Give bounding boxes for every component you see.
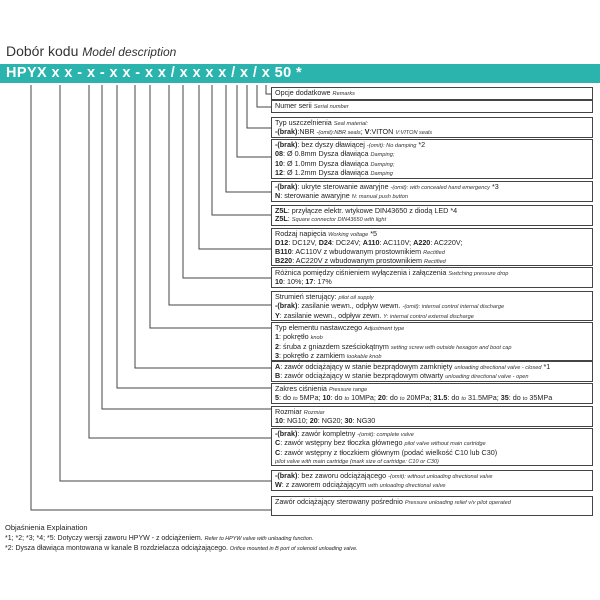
line-adjust: [150, 85, 271, 328]
text-run: : 10%;: [283, 277, 306, 287]
line-udir: [60, 85, 271, 481]
text-run: Switching pressure drop: [448, 271, 509, 277]
text-run: Rectified: [424, 259, 446, 266]
text-run: 20MPa;: [404, 393, 434, 403]
text-run: *3: [489, 182, 499, 191]
box-valve: [271, 428, 593, 466]
text-run: 3: [275, 351, 279, 361]
text-run: : Ø 1.0mm Dysza dławiąca: [283, 158, 371, 168]
line-prange: [117, 85, 271, 388]
box-connector-line: [275, 207, 589, 215]
line-size: [102, 85, 271, 409]
text-run: : zawór wstępny z tłoczkiem głównym (podać wielkość C10 lub C30): [280, 447, 498, 457]
text-run: -(omit):NBR seals: [316, 130, 361, 137]
box-prange-line: [275, 394, 589, 403]
text-run: B220: [275, 256, 293, 266]
text-run: Damping;: [370, 152, 395, 159]
text-run: 20: [309, 416, 318, 426]
text-run: Seal material:: [333, 121, 368, 127]
text-run: -(brak): [275, 140, 298, 149]
text-run: A: [275, 362, 281, 371]
box-emergency-line: [275, 192, 589, 201]
text-run: Adjustment type: [364, 326, 405, 332]
footnote-2: [5, 545, 358, 552]
box-connector-line: [275, 215, 589, 224]
text-run: 35MPa: [527, 393, 553, 403]
text-run: Pressure range: [328, 387, 368, 393]
text-run: Zawór odciążający sterowany pośrednio: [275, 497, 405, 506]
text-run: : z zaworem odciążającym: [281, 480, 369, 490]
box-udir-line: [275, 481, 589, 490]
text-run: -(omit): No damping: [366, 143, 417, 149]
text-run: to: [522, 396, 528, 403]
text-run: lookable knob: [346, 354, 382, 361]
text-run: 31.5MPa;: [466, 393, 501, 403]
text-run: : AC220V;: [430, 238, 463, 248]
line-valve: [89, 85, 271, 438]
box-seal-line: [275, 119, 589, 128]
text-run: to: [399, 396, 405, 403]
box-udir: [271, 470, 593, 491]
box-voltage-line: [275, 257, 589, 266]
text-run: : NG30: [352, 416, 376, 426]
text-run: B: [275, 371, 281, 381]
text-run: -(brak): [275, 301, 298, 311]
text-run: Typ uszczelnienia: [275, 118, 334, 127]
box-pdrop-line: [275, 278, 589, 286]
text-run: Serial number: [313, 104, 349, 110]
box-prange: [271, 383, 593, 404]
text-run: Working voltage: [328, 232, 369, 238]
box-size: [271, 406, 593, 427]
text-run: V: [364, 127, 370, 137]
text-run: Rectified: [423, 249, 445, 256]
text-run: B110: [275, 246, 292, 256]
text-run: : przyłącze elektr. wtykowe DIN43650 z diodą LED *4: [287, 206, 458, 215]
text-run: 12: [275, 168, 283, 178]
title-en: Model description: [82, 45, 177, 59]
text-run: : zawór odciążający w stanie bezprądowym zamknięty: [280, 362, 455, 371]
text-run: :VITON: [369, 127, 396, 137]
box-relief: [271, 496, 593, 516]
text-run: *1: [541, 362, 551, 371]
line-connector: [212, 85, 271, 215]
text-run: setting screw with outside hexagon and boot cap: [390, 344, 512, 351]
text-run: Z5L: [275, 214, 288, 224]
footnote-2-main: *2: Dysza dławiąca montowana w kanale B rozdzielacza odciążającego.: [5, 545, 228, 552]
text-run: Z5L: [275, 206, 288, 215]
line-emergency: [226, 85, 271, 192]
box-seal-line: [275, 128, 589, 137]
text-run: 10: [275, 158, 283, 168]
text-run: Numer serii: [275, 101, 314, 110]
box-pilot: [271, 291, 593, 321]
text-run: Rozmiar: [303, 410, 325, 416]
text-run: A110: [362, 238, 380, 248]
text-run: 08: [275, 149, 283, 159]
text-run: Remarks: [332, 91, 355, 97]
box-relief-line: [275, 498, 589, 507]
box-remarks-line: [275, 89, 589, 98]
text-run: 17: [305, 277, 314, 287]
line-damping: [237, 85, 271, 157]
text-run: 30: [344, 416, 353, 426]
box-emergency: [271, 181, 593, 202]
text-run: -(omit): without unloading directional valve: [388, 474, 493, 480]
text-run: W: [275, 480, 282, 490]
text-run: Zakres ciśnienia: [275, 384, 329, 393]
text-run: ;: [360, 127, 365, 137]
text-run: Pressure unloading relief v/v pilot operated: [404, 500, 511, 506]
text-run: Rodzaj napięcia: [275, 229, 329, 238]
text-run: : pokrętło z zamkiem: [279, 351, 347, 361]
box-adjust-line: [275, 324, 589, 333]
box-adjust: [271, 322, 593, 361]
title-pl: Dobór kodu: [6, 43, 79, 59]
text-run: Typ elementu nastawczego: [275, 323, 365, 332]
footnotes-heading: Objaśnienia Explaination: [5, 523, 88, 532]
text-run: -(brak): [275, 471, 298, 480]
text-run: 2: [275, 341, 279, 351]
text-run: : zasilanie wewn., odpływ wewn.: [297, 301, 403, 311]
text-run: D12: [275, 238, 289, 248]
text-run: :NBR: [297, 127, 317, 137]
text-run: : Ø 0.8mm Dysza dławiąca: [283, 149, 371, 159]
text-run: Rozmiar: [275, 407, 304, 416]
text-run: -(brak): [275, 182, 298, 191]
text-run: Opcje dodatkowe: [275, 88, 333, 97]
box-seal: [271, 117, 593, 138]
text-run: pilot valve with main cartridge (mark size of cartridge: C10 or C30): [275, 459, 439, 466]
text-run: : ukryte sterowanie awaryjne: [297, 182, 391, 191]
text-run: : śruba z gniazdem sześciokątnym: [279, 341, 391, 351]
box-damping-line: [275, 169, 589, 178]
text-run: : NG20;: [317, 416, 345, 426]
text-run: to: [344, 396, 350, 403]
text-run: D24: [318, 238, 332, 248]
text-run: 1: [275, 332, 279, 342]
text-run: 20: [377, 393, 386, 403]
text-run: 5: [275, 393, 279, 403]
text-run: 5MPa;: [297, 393, 323, 403]
text-run: : zawór wstępny bez tłoczka głównego: [280, 438, 405, 448]
text-run: 10: [275, 277, 283, 287]
text-run: : zasilanie wewn., odpływ zewn.: [279, 310, 384, 320]
text-run: Damping;: [370, 161, 395, 168]
text-run: :: [287, 214, 292, 224]
text-run: N: manual push button: [351, 194, 409, 201]
text-run: : zawór kompletny: [297, 429, 358, 438]
box-damping: [271, 139, 593, 179]
text-run: unloading directional valve - closed: [454, 365, 542, 371]
text-run: 10: [275, 416, 283, 426]
text-run: : zawór odciążający w stanie bezprądowym otwarty: [280, 371, 446, 381]
text-run: unloading directional valve - open: [445, 374, 529, 381]
text-run: : NG10;: [283, 416, 310, 426]
text-run: -(omit): internal control internal discharge: [402, 304, 505, 311]
text-run: 10MPa;: [349, 393, 378, 403]
text-run: -(omit): complete valve: [357, 432, 414, 438]
text-run: : pokrętło: [279, 332, 311, 342]
line-relief: [31, 85, 271, 510]
text-run: : do: [508, 393, 523, 403]
text-run: -(omit): with concealed hand emergency: [390, 185, 490, 191]
text-run: 35: [500, 393, 509, 403]
box-voltage: [271, 228, 593, 266]
text-run: Y: internal control external discharge: [383, 313, 474, 320]
text-run: : do: [279, 393, 293, 403]
text-run: C: [275, 438, 281, 448]
text-run: : DC12V,: [288, 238, 319, 248]
box-unload: [271, 361, 593, 382]
text-run: 31.5: [433, 393, 448, 403]
text-run: : bez dyszy dławiącej: [297, 140, 367, 149]
box-valve-line: [275, 449, 589, 457]
line-voltage: [199, 85, 271, 249]
text-run: -(brak): [275, 127, 298, 137]
text-run: Różnica pomiędzy ciśnieniem wyłączenia i załączenia: [275, 268, 449, 277]
text-run: : sterowanie awaryjne: [280, 191, 352, 201]
text-run: Strumień sterujący:: [275, 292, 339, 301]
footnote-2-en: Orifice mounted in B port of solenoid unloading valve.: [229, 546, 358, 552]
box-serial: [271, 100, 593, 113]
text-run: -(brak): [275, 429, 298, 438]
text-run: N: [275, 191, 281, 201]
box-valve-line: [275, 457, 589, 466]
text-run: C: [275, 447, 281, 457]
text-run: 10: [322, 393, 331, 403]
text-run: : AC110V;: [379, 238, 414, 248]
line-pilot: [169, 85, 271, 305]
text-run: : 17%: [313, 277, 332, 287]
text-run: Square connector DIN43650 with light: [291, 217, 386, 224]
text-run: : do: [330, 393, 345, 403]
line-serial: [257, 85, 271, 107]
text-run: *5: [368, 229, 378, 238]
box-serial-line: [275, 102, 589, 111]
text-run: Damping: [370, 171, 393, 178]
box-unload-line: [275, 372, 589, 381]
line-unload: [135, 85, 271, 368]
text-run: : AC110V z wbudowanym prostownikiem: [291, 246, 424, 256]
text-run: : do: [385, 393, 400, 403]
box-adjust-line: [275, 352, 589, 361]
text-run: V:VITON seals: [395, 130, 433, 137]
box-pdrop: [271, 267, 593, 288]
text-run: Y: [275, 310, 280, 320]
text-run: pilot oil supply: [338, 295, 374, 301]
footnote-1: [5, 535, 313, 542]
box-size-line: [275, 417, 589, 425]
text-run: to: [461, 396, 466, 403]
box-connector: [271, 205, 593, 226]
footnote-1-en: Refer to HPYW valve with unloading function.: [204, 536, 314, 542]
text-run: to: [293, 396, 298, 403]
footnote-1-main: *1; *2; *3; *4; *5: Dotyczy wersji zaworu HPYW - z odciążeniem.: [5, 535, 203, 542]
text-run: with unloading directional valve: [368, 483, 446, 490]
text-run: *2: [416, 140, 426, 149]
text-run: A220: [413, 238, 431, 248]
text-run: : Ø 1.2mm Dysza dławiąca: [283, 168, 371, 178]
text-run: pilot valve without main cartridge: [404, 441, 486, 448]
text-run: : do: [447, 393, 462, 403]
text-run: : AC220V z wbudowanym prostownikiem: [292, 256, 425, 266]
box-remarks: [271, 87, 593, 100]
box-pilot-line: [275, 312, 589, 321]
model-code: HPYX x x - x - x x - x x / x x x x / x / x 50 *: [6, 65, 303, 81]
text-run: : bez zaworu odciążającego: [297, 471, 389, 480]
text-run: : DC24V;: [331, 238, 363, 248]
text-run: knob: [310, 335, 323, 342]
